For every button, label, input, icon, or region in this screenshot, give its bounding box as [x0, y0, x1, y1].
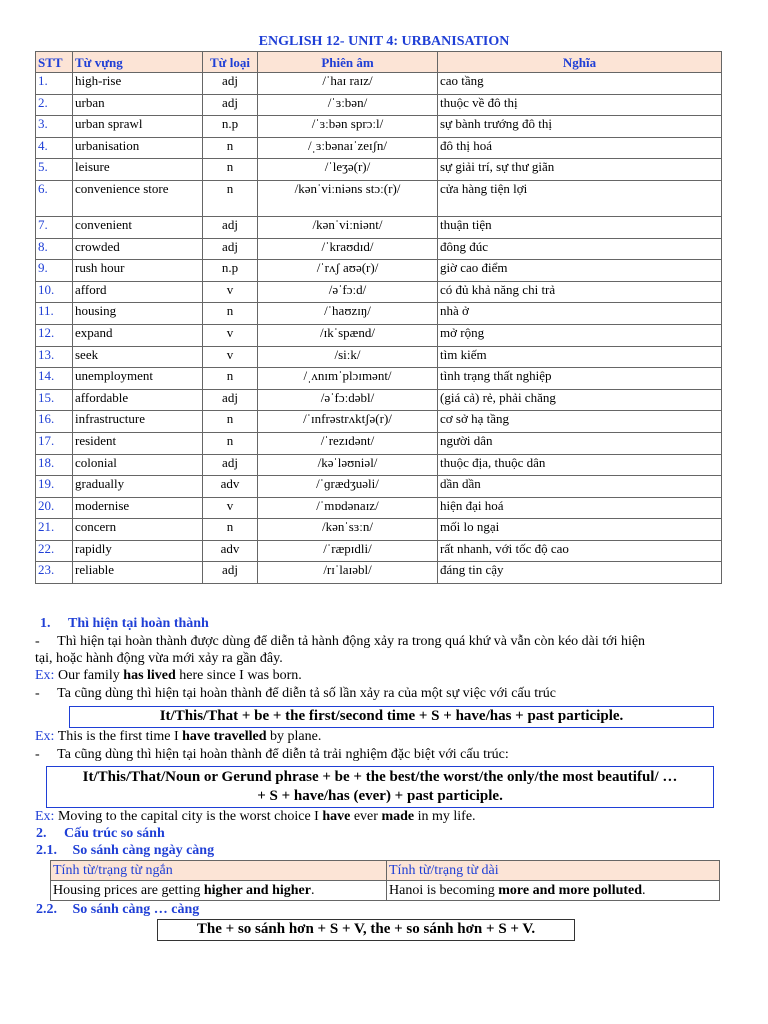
- table-row: [36, 497, 722, 519]
- part-of-speech: n.p: [203, 260, 258, 282]
- table-row: [36, 368, 722, 390]
- meaning: thuộc địa, thuộc dân: [438, 454, 722, 476]
- comparison-header-long: Tính từ/trạng từ dài: [387, 861, 720, 881]
- vocab-word: resident: [73, 432, 203, 454]
- part-of-speech: adj: [203, 562, 258, 584]
- part-of-speech: v: [203, 281, 258, 303]
- table-row: [36, 389, 722, 411]
- table-row: [36, 346, 722, 368]
- row-number: 21.: [36, 519, 73, 541]
- meaning: mối lo ngại: [438, 519, 722, 541]
- vocab-word: concern: [73, 519, 203, 541]
- example-text: This is the first time I: [57, 729, 183, 744]
- phonetic: /ˈɜːbən/: [258, 94, 438, 116]
- section-number: 2.1.: [36, 843, 57, 858]
- phonetic: /ˈhaʊzɪŋ/: [258, 303, 438, 325]
- phonetic: /ˌʌnɪmˈplɔɪmənt/: [258, 368, 438, 390]
- paragraph-text-cont: tại, hoặc hành động vừa mới xảy ra gần đây.: [35, 651, 283, 666]
- part-of-speech: n: [203, 303, 258, 325]
- row-number: 6.: [36, 180, 73, 216]
- table-row: [36, 238, 722, 260]
- vocab-word: urban: [73, 94, 203, 116]
- row-number: 13.: [36, 346, 73, 368]
- phonetic: /kənˈviːniəns stɔː(r)/: [258, 180, 438, 216]
- vocab-word: seek: [73, 346, 203, 368]
- phonetic: /rɪˈlaɪəbl/: [258, 562, 438, 584]
- part-of-speech: adj: [203, 94, 258, 116]
- vocab-word: housing: [73, 303, 203, 325]
- row-number: 4.: [36, 137, 73, 159]
- vocab-word: reliable: [73, 562, 203, 584]
- col-header-meaning: Nghĩa: [438, 52, 722, 73]
- row-number: 19.: [36, 476, 73, 498]
- row-number: 15.: [36, 389, 73, 411]
- table-row: [36, 454, 722, 476]
- paragraph-3: [35, 746, 509, 763]
- part-of-speech: n: [203, 411, 258, 433]
- part-of-speech: adj: [203, 238, 258, 260]
- phonetic: /ˈɜːbən sprɔːl/: [258, 116, 438, 138]
- example-text: here since I was born.: [175, 668, 302, 683]
- example-bold: have travelled: [182, 729, 267, 744]
- col-header-pos: Từ loại: [203, 52, 258, 73]
- paragraph-2: [35, 685, 556, 702]
- phonetic: /ˈhaɪ raɪz/: [258, 73, 438, 95]
- example-bold: has lived: [123, 668, 176, 683]
- col-header-ipa: Phiên âm: [258, 52, 438, 73]
- phonetic: /ɪkˈspænd/: [258, 324, 438, 346]
- vocab-word: convenient: [73, 216, 203, 238]
- row-number: 9.: [36, 260, 73, 282]
- part-of-speech: n: [203, 519, 258, 541]
- vocab-word: urbanisation: [73, 137, 203, 159]
- table-row: [36, 476, 722, 498]
- vocab-word: expand: [73, 324, 203, 346]
- phonetic: /kəˈləʊniəl/: [258, 454, 438, 476]
- table-row: [36, 137, 722, 159]
- meaning: (giá cả) rẻ, phải chăng: [438, 389, 722, 411]
- phonetic: /ˈræpɪdli/: [258, 540, 438, 562]
- structure-text-line-2: + S + have/has (ever) + past participle.: [257, 788, 503, 804]
- col-header-stt: STT: [36, 52, 73, 73]
- table-row: [36, 116, 722, 138]
- example-text: in my life.: [414, 809, 476, 824]
- row-number: 7.: [36, 216, 73, 238]
- phonetic: /ˈrezɪdənt/: [258, 432, 438, 454]
- table-row: [36, 432, 722, 454]
- section-2-2-heading: [36, 902, 199, 918]
- table-row: [36, 519, 722, 541]
- paragraph-1: [35, 633, 735, 667]
- example-text: .: [642, 883, 646, 898]
- table-row: [36, 260, 722, 282]
- vocab-word: convenience store: [73, 180, 203, 216]
- meaning: người dân: [438, 432, 722, 454]
- meaning: đáng tin cậy: [438, 562, 722, 584]
- table-row: [36, 159, 722, 181]
- section-title: So sánh càng … càng: [72, 902, 200, 917]
- meaning: có đủ khả năng chi trả: [438, 281, 722, 303]
- phonetic: /ˌɜːbənaɪˈzeɪʃn/: [258, 137, 438, 159]
- row-number: 11.: [36, 303, 73, 325]
- vocab-word: high-rise: [73, 73, 203, 95]
- example-label: Ex:: [35, 729, 55, 744]
- section-2-heading: [36, 826, 165, 842]
- example-text: by plane.: [266, 729, 322, 744]
- example-text: Our family: [57, 668, 124, 683]
- structure-box-3: [157, 919, 575, 941]
- meaning: hiện đại hoá: [438, 497, 722, 519]
- part-of-speech: v: [203, 346, 258, 368]
- row-number: 20.: [36, 497, 73, 519]
- structure-box-1: [69, 706, 714, 728]
- example-bold: more and more polluted: [498, 883, 643, 898]
- row-number: 10.: [36, 281, 73, 303]
- example-2: [35, 728, 321, 745]
- meaning: thuận tiện: [438, 216, 722, 238]
- phonetic: /ˈɪnfrəstrʌktʃə(r)/: [258, 411, 438, 433]
- example-text: ever: [350, 809, 382, 824]
- phonetic: /kənˈviːniənt/: [258, 216, 438, 238]
- page-title: ENGLISH 12- UNIT 4: URBANISATION: [258, 34, 510, 49]
- meaning: rất nhanh, với tốc độ cao: [438, 540, 722, 562]
- part-of-speech: n: [203, 368, 258, 390]
- vocab-word: crowded: [73, 238, 203, 260]
- part-of-speech: n: [203, 137, 258, 159]
- section-title: Cấu trúc so sánh: [64, 826, 165, 841]
- meaning: cao tầng: [438, 73, 722, 95]
- vocab-word: colonial: [73, 454, 203, 476]
- comparison-example-short: [51, 881, 387, 901]
- table-header-row: [36, 52, 722, 73]
- row-number: 2.: [36, 94, 73, 116]
- table-row: [36, 411, 722, 433]
- example-text: Hanoi is becoming: [389, 883, 499, 898]
- example-label: Ex:: [35, 668, 55, 683]
- table-row: [36, 281, 722, 303]
- meaning: cửa hàng tiện lợi: [438, 180, 722, 216]
- phonetic: /əˈfɔːd/: [258, 281, 438, 303]
- row-number: 22.: [36, 540, 73, 562]
- meaning: dần dần: [438, 476, 722, 498]
- comparison-header-short: Tính từ/trạng từ ngắn: [51, 861, 387, 881]
- example-bold: have: [322, 809, 351, 824]
- vocab-word: rush hour: [73, 260, 203, 282]
- row-number: 16.: [36, 411, 73, 433]
- phonetic: /əˈfɔːdəbl/: [258, 389, 438, 411]
- structure-box-2: [46, 766, 714, 808]
- vocab-word: rapidly: [73, 540, 203, 562]
- part-of-speech: adj: [203, 389, 258, 411]
- table-row: [36, 562, 722, 584]
- table-row: [36, 540, 722, 562]
- part-of-speech: adj: [203, 216, 258, 238]
- table-row: [36, 180, 722, 216]
- paragraph-text: Thì hiện tại hoàn thành được dùng để diễn tả hành động xảy ra trong quá khứ và vẫn còn kéo dài tới hiện: [57, 634, 646, 649]
- table-row: [36, 216, 722, 238]
- vocab-word: afford: [73, 281, 203, 303]
- phonetic: /ˈmɒdənaɪz/: [258, 497, 438, 519]
- section-number: 2.2.: [36, 902, 57, 917]
- structure-text-line-1: It/This/That/Noun or Gerund phrase + be + the best/the worst/the only/the most beautiful/ …: [82, 769, 678, 785]
- example-3: [35, 808, 476, 825]
- meaning: thuộc về đô thị: [438, 94, 722, 116]
- example-text: .: [310, 883, 315, 898]
- comparison-table: [50, 860, 720, 901]
- row-number: 17.: [36, 432, 73, 454]
- vocab-word: modernise: [73, 497, 203, 519]
- part-of-speech: n: [203, 432, 258, 454]
- row-number: 18.: [36, 454, 73, 476]
- paragraph-text: Ta cũng dùng thì hiện tại hoàn thành để diễn tả trải nghiệm đặc biệt với cấu trúc:: [57, 747, 509, 762]
- table-row: [36, 303, 722, 325]
- vocab-word: leisure: [73, 159, 203, 181]
- row-number: 23.: [36, 562, 73, 584]
- phonetic: /ˈleʒə(r)/: [258, 159, 438, 181]
- section-2-1-heading: [36, 843, 214, 859]
- part-of-speech: n: [203, 180, 258, 216]
- bullet-dash: -: [35, 634, 40, 649]
- row-number: 3.: [36, 116, 73, 138]
- example-text: Housing prices are getting: [53, 883, 204, 898]
- section-title: So sánh càng ngày càng: [72, 843, 215, 858]
- part-of-speech: adj: [203, 73, 258, 95]
- part-of-speech: adj: [203, 454, 258, 476]
- section-title: Thì hiện tại hoàn thành: [68, 616, 209, 631]
- meaning: tìm kiếm: [438, 346, 722, 368]
- vocab-word: gradually: [73, 476, 203, 498]
- comparison-example-long: [387, 881, 720, 901]
- section-number: 1.: [40, 616, 51, 631]
- meaning: giờ cao điểm: [438, 260, 722, 282]
- meaning: mở rộng: [438, 324, 722, 346]
- example-1: [35, 667, 302, 684]
- paragraph-text: Ta cũng dùng thì hiện tại hoàn thành để diễn tả số lần xảy ra của một sự việc với cấu trúc: [57, 686, 556, 701]
- vocab-word: affordable: [73, 389, 203, 411]
- structure-text: The + so sánh hơn + S + V, the + so sánh hơn + S + V.: [196, 921, 536, 937]
- bullet-dash: -: [35, 686, 40, 701]
- meaning: sự giải trí, sự thư giãn: [438, 159, 722, 181]
- part-of-speech: v: [203, 324, 258, 346]
- phonetic: /ˈrʌʃ aʊə(r)/: [258, 260, 438, 282]
- vocab-word: urban sprawl: [73, 116, 203, 138]
- row-number: 12.: [36, 324, 73, 346]
- row-number: 1.: [36, 73, 73, 95]
- phonetic: /ˈɡrædʒuəli/: [258, 476, 438, 498]
- comparison-header-row: [51, 861, 720, 881]
- comparison-example-row: [51, 881, 720, 901]
- row-number: 5.: [36, 159, 73, 181]
- example-bold: higher and higher: [203, 883, 311, 898]
- col-header-word: Từ vựng: [73, 52, 203, 73]
- meaning: đô thị hoá: [438, 137, 722, 159]
- section-number: 2.: [36, 826, 47, 841]
- vocab-word: infrastructure: [73, 411, 203, 433]
- phonetic: /kənˈsɜːn/: [258, 519, 438, 541]
- example-text: Moving to the capital city is the worst choice I: [57, 809, 323, 824]
- part-of-speech: n.p: [203, 116, 258, 138]
- table-row: [36, 73, 722, 95]
- part-of-speech: adv: [203, 540, 258, 562]
- row-number: 14.: [36, 368, 73, 390]
- vocabulary-table: [35, 51, 722, 584]
- table-row: [36, 94, 722, 116]
- row-number: 8.: [36, 238, 73, 260]
- meaning: đông đúc: [438, 238, 722, 260]
- phonetic: /siːk/: [258, 346, 438, 368]
- meaning: sự bành trướng đô thị: [438, 116, 722, 138]
- vocab-word: unemployment: [73, 368, 203, 390]
- section-1-heading: [40, 616, 209, 632]
- structure-text: It/This/That + be + the first/second time + S + have/has + past participle.: [159, 708, 624, 724]
- meaning: nhà ở: [438, 303, 722, 325]
- meaning: tình trạng thất nghiệp: [438, 368, 722, 390]
- part-of-speech: adv: [203, 476, 258, 498]
- table-row: [36, 324, 722, 346]
- bullet-dash: -: [35, 747, 40, 762]
- example-label: Ex:: [35, 809, 55, 824]
- phonetic: /ˈkraʊdɪd/: [258, 238, 438, 260]
- meaning: cơ sở hạ tầng: [438, 411, 722, 433]
- part-of-speech: v: [203, 497, 258, 519]
- example-bold: made: [381, 809, 415, 824]
- part-of-speech: n: [203, 159, 258, 181]
